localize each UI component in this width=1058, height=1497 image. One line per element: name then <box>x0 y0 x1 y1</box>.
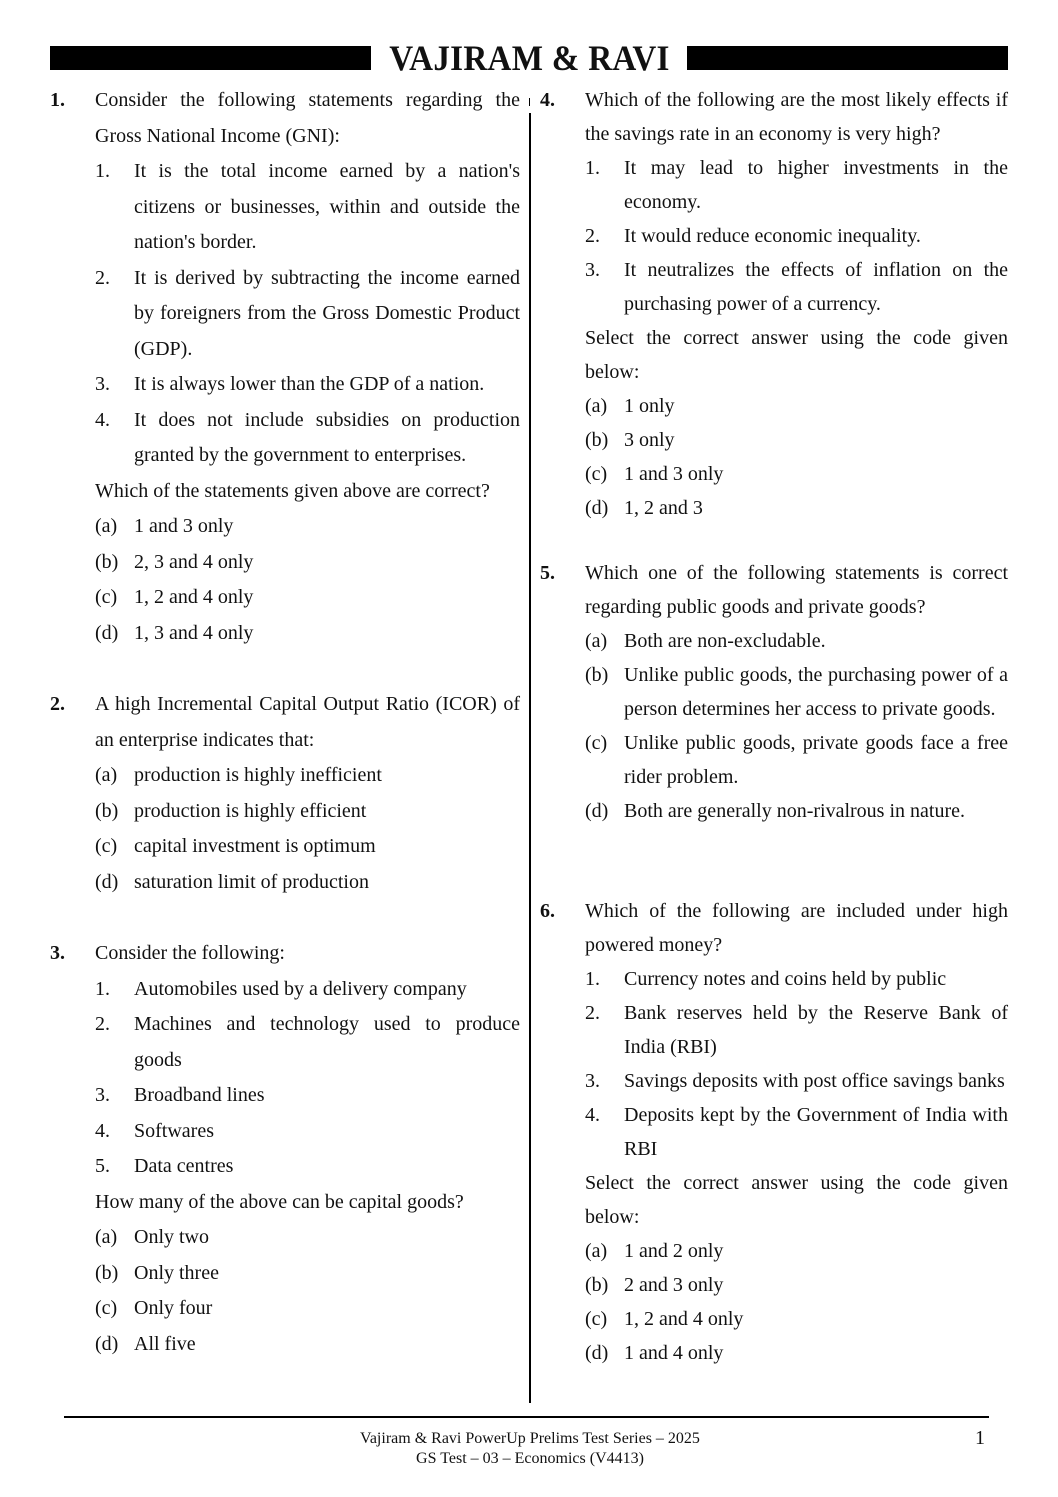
question-number: 3. <box>50 942 65 964</box>
footer-test: GS Test – 03 – Economics (V4413) <box>416 1450 644 1467</box>
header-bar-right <box>687 46 1008 70</box>
statement-number: 2. <box>95 1013 110 1035</box>
statement-number: 3. <box>585 1070 600 1092</box>
statement-item <box>95 1149 520 1185</box>
footer-rule <box>64 1416 989 1418</box>
question <box>540 894 1008 1370</box>
statement-item <box>95 972 520 1008</box>
option-text: All five <box>134 1332 196 1355</box>
question-prompt: Select the correct answer using the code given below: <box>585 1172 1008 1228</box>
option-label: (c) <box>95 1297 118 1319</box>
statement-number: 1. <box>95 160 110 182</box>
question <box>50 936 520 1362</box>
option-label: (a) <box>585 395 608 417</box>
statement-text: Data centres <box>134 1155 234 1177</box>
statement-number: 3. <box>95 1084 110 1106</box>
answer-option <box>95 1220 520 1256</box>
answer-option <box>95 616 520 652</box>
header-bar-left <box>50 46 371 70</box>
statement-text: It may lead to higher investments in the economy. <box>624 157 1008 213</box>
statement-item <box>95 154 520 261</box>
statement-text: Broadband lines <box>134 1084 265 1106</box>
question <box>50 687 520 900</box>
option-label: (c) <box>585 732 608 754</box>
option-text: saturation limit of production <box>134 870 369 893</box>
option-text: 1 only <box>624 395 675 417</box>
statement-text: It does not include subsidies on production granted by the government to enterprises. <box>134 408 520 466</box>
statement-item <box>95 1114 520 1150</box>
option-label: (d) <box>95 1332 119 1355</box>
option-label: (c) <box>585 463 608 485</box>
statement-number: 3. <box>95 373 110 395</box>
answer-option <box>585 1234 1008 1268</box>
option-label: (b) <box>95 550 119 573</box>
option-label: (d) <box>95 870 119 893</box>
question-stem: A high Incremental Capital Output Ratio (ICOR) of an enterprise indicates that: <box>95 693 520 751</box>
option-label: (a) <box>95 515 118 537</box>
answer-option <box>585 794 1008 828</box>
option-label: (b) <box>585 1274 609 1296</box>
option-label: (c) <box>95 835 118 857</box>
answer-option <box>585 423 1008 457</box>
option-label: (a) <box>95 1226 118 1248</box>
statement-number: 1. <box>585 968 600 990</box>
option-text: 1, 2 and 4 only <box>624 1308 744 1330</box>
question-body <box>95 687 520 900</box>
statement-item <box>585 1064 1008 1098</box>
option-text: Only three <box>134 1261 219 1284</box>
question-number: 6. <box>540 900 555 922</box>
answer-option <box>585 1302 1008 1336</box>
option-label: (a) <box>585 1240 608 1262</box>
answer-option <box>585 658 1008 726</box>
option-text: production is highly efficient <box>134 799 367 822</box>
option-text: 2 and 3 only <box>624 1274 724 1296</box>
statement-number: 4. <box>95 408 110 431</box>
footer <box>300 1429 760 1469</box>
question-prompt: Select the correct answer using the code given below: <box>585 327 1008 383</box>
question-body <box>585 894 1008 1370</box>
answer-option <box>585 457 1008 491</box>
option-text: production is highly inefficient <box>134 764 382 786</box>
answer-option <box>95 758 520 794</box>
answer-option <box>585 389 1008 423</box>
question-body <box>585 556 1008 828</box>
option-label: (c) <box>95 586 118 608</box>
option-text: capital investment is optimum <box>134 835 376 857</box>
option-label: (a) <box>95 764 118 786</box>
answer-option <box>585 1336 1008 1370</box>
statement-number: 2. <box>585 225 600 247</box>
question-number: 5. <box>540 562 555 584</box>
option-text: 1 and 4 only <box>624 1342 724 1364</box>
question-number: 1. <box>50 89 65 111</box>
option-label: (d) <box>585 800 609 822</box>
answer-option <box>95 865 520 901</box>
question-body <box>95 936 520 1362</box>
option-label: (b) <box>95 799 119 822</box>
question-number: 2. <box>50 693 65 715</box>
option-text: 1 and 3 only <box>624 463 724 485</box>
statement-item <box>95 367 520 403</box>
question-stem: Which one of the following statements is correct regarding public goods and private goods? <box>585 562 1008 618</box>
statement-text: Savings deposits with post office savings banks <box>624 1070 1005 1092</box>
option-text: Both are generally non-rivalrous in nature. <box>624 800 965 822</box>
option-text: 3 only <box>624 429 675 451</box>
question-body <box>585 83 1008 525</box>
option-text: Only two <box>134 1226 209 1248</box>
statement-number: 2. <box>95 266 110 289</box>
page-header <box>50 38 1008 78</box>
answer-option <box>95 794 520 830</box>
page-number: 1 <box>975 1427 985 1449</box>
statement-item <box>95 1007 520 1078</box>
statement-item <box>585 1098 1008 1166</box>
statement-number: 2. <box>585 1002 600 1024</box>
answer-option <box>95 545 520 581</box>
statement-item <box>585 962 1008 996</box>
statement-item <box>585 219 1008 253</box>
statement-number: 5. <box>95 1155 110 1177</box>
option-text: Unlike public goods, the purchasing power of a person determines her access to private goods. <box>624 664 1008 720</box>
question-stem: Which of the following are the most likely effects if the savings rate in an economy is very high? <box>585 89 1008 145</box>
statement-number: 3. <box>585 259 600 281</box>
statement-text: Machines and technology used to produce goods <box>134 1013 520 1071</box>
statement-text: Automobiles used by a delivery company <box>134 977 467 1000</box>
question <box>540 83 1008 525</box>
statement-text: Bank reserves held by the Reserve Bank of India (RBI) <box>624 1002 1008 1058</box>
column-divider <box>529 113 531 1403</box>
answer-option <box>95 1256 520 1292</box>
question-stem: Consider the following: <box>95 942 285 964</box>
statement-text: It is derived by subtracting the income earned by foreigners from the Gross Domestic Product (GDP). <box>134 266 520 360</box>
option-label: (d) <box>585 497 609 519</box>
statement-text: Currency notes and coins held by public <box>624 968 947 990</box>
statement-text: It is the total income earned by a nation's citizens or businesses, within and outside the nation's border. <box>134 160 520 253</box>
option-label: (c) <box>585 1308 608 1330</box>
option-label: (b) <box>585 664 609 686</box>
answer-option <box>95 829 520 865</box>
question-prompt: How many of the above can be capital goods? <box>95 1190 464 1213</box>
option-text: 1 and 3 only <box>134 515 234 537</box>
question-stem: Which of the following are included under high powered money? <box>585 900 1008 956</box>
statement-number: 1. <box>585 157 600 179</box>
statement-number: 4. <box>585 1104 600 1126</box>
answer-option <box>95 509 520 545</box>
question-prompt: Which of the statements given above are correct? <box>95 479 490 502</box>
statement-text: It neutralizes the effects of inflation on the purchasing power of a currency. <box>624 259 1008 315</box>
statement-text: It is always lower than the GDP of a nation. <box>134 373 485 395</box>
statement-number: 4. <box>95 1119 110 1142</box>
option-label: (d) <box>585 1342 609 1364</box>
option-text: Both are non-excludable. <box>624 630 826 652</box>
question-stem: Consider the following statements regarding the Gross National Income (GNI): <box>95 89 520 147</box>
statement-item <box>95 403 520 474</box>
option-text: Unlike public goods, private goods face a free rider problem. <box>624 732 1008 788</box>
question <box>540 556 1008 828</box>
option-label: (a) <box>585 630 608 652</box>
statement-item <box>585 151 1008 219</box>
footer-series: Vajiram & Ravi PowerUp Prelims Test Series – 2025 <box>360 1430 700 1447</box>
answer-option <box>95 1291 520 1327</box>
statement-text: It would reduce economic inequality. <box>624 225 921 247</box>
statement-number: 1. <box>95 977 110 1000</box>
answer-option <box>585 726 1008 794</box>
question-number: 4. <box>540 89 555 111</box>
answer-option <box>585 1268 1008 1302</box>
option-text: 1, 2 and 4 only <box>134 586 254 608</box>
brand-title: VAJIRAM & RAVI <box>388 38 670 78</box>
statement-text: Softwares <box>134 1119 214 1142</box>
option-text: 1 and 2 only <box>624 1240 724 1262</box>
option-text: 1, 3 and 4 only <box>134 621 254 644</box>
option-label: (b) <box>585 429 609 451</box>
question-body <box>95 83 520 651</box>
answer-option <box>95 1327 520 1363</box>
option-label: (d) <box>95 621 119 644</box>
statement-item <box>95 1078 520 1114</box>
column-divider-tick <box>529 98 530 106</box>
statement-item <box>585 996 1008 1064</box>
statement-text: Deposits kept by the Government of India with RBI <box>624 1104 1008 1160</box>
answer-option <box>95 580 520 616</box>
option-text: Only four <box>134 1297 213 1319</box>
answer-option <box>585 624 1008 658</box>
statement-item <box>95 261 520 368</box>
question <box>50 83 520 651</box>
option-text: 2, 3 and 4 only <box>134 550 254 573</box>
option-label: (b) <box>95 1261 119 1284</box>
statement-item <box>585 253 1008 321</box>
answer-option <box>585 491 1008 525</box>
option-text: 1, 2 and 3 <box>624 497 703 519</box>
